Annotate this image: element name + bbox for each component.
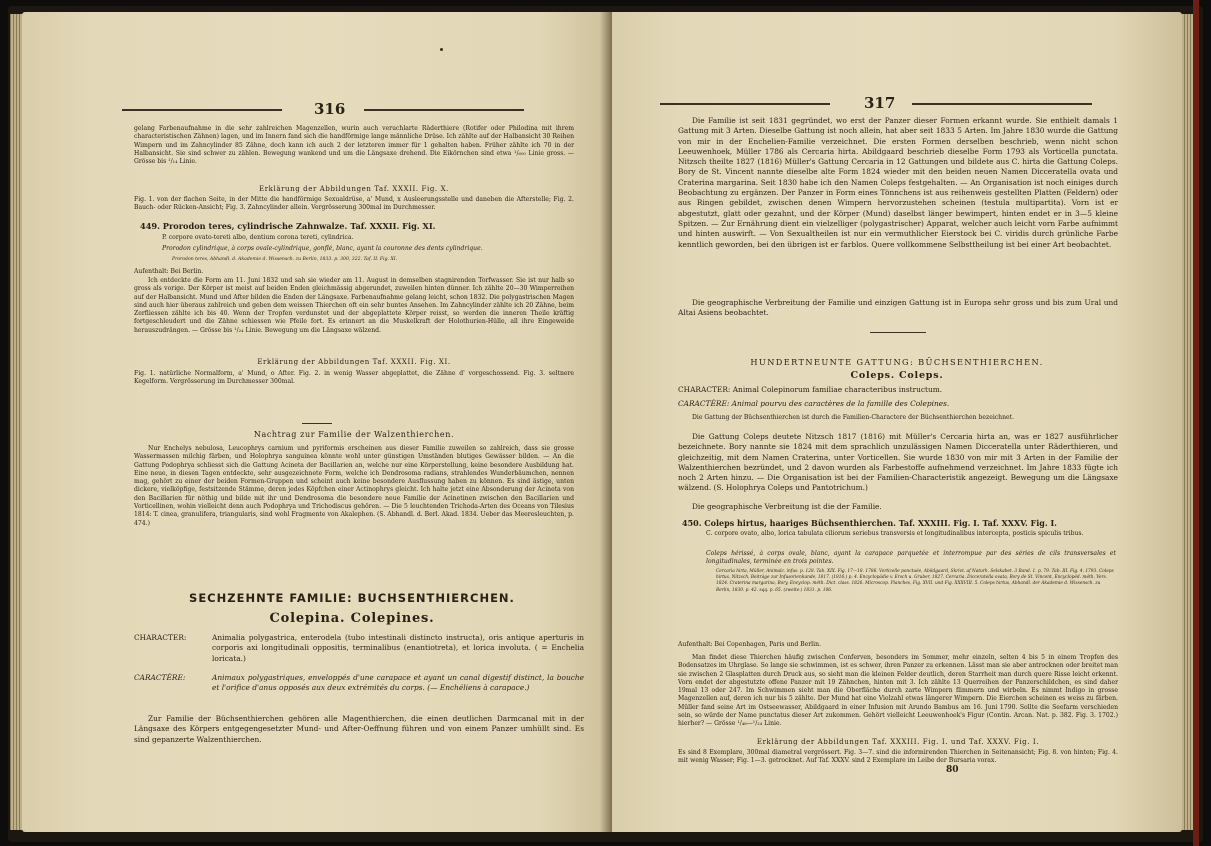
header-rule-right [912,103,1092,105]
supplement-heading: Nachtrag zur Familie der Walzenthierchen. [253,430,455,439]
caractere-label: CARACTÈRE: [134,673,186,682]
right-page [612,12,1182,832]
genus-history: Die Gattung Coleps deutete Nitzsch 1817 (1816) mit Müller's Cercaria hirta an, was er 1827 ausführlicher bezeichnete. Bory nannte sie 1824 mit dem sprachlich unzulässigen Namen Dicceratella unter Räderthieren, und gleichzeitig, mit dem Namen Craterina, unter Vorticellen. Sie wurde 1830 von mir mit 3 Arten in der Familie der Walzenthierchen bezründet, und 2 davon wurden als Farbestoffe aufnehmend verzeichnet. Im Jahre 1833 fügte ich noch 2 Arten hinzu. — Die Organisation ist bei der Familien-Characteristik angezeigt. Bewegung um die Längsaxe wälzend. (S. Holophrya Coleps und Pantotrichum.) [678,432,1118,493]
printer-mark [440,48,443,51]
header-rule-left [122,109,282,111]
species-450-heading: 450. Coleps hirtus, haariges Büchsenthierchen. Taf. XXXIII. Fig. I. Taf. XXXV. Fig. I. [682,518,1057,528]
species-450-habitat: Aufenthalt: Bei Copenhagen, Paris und Berlin. [678,641,821,648]
page-number: 316 [314,100,346,118]
species-449-latin-diagnosis: P. corpore ovato-tereti albo, dentium corona tereti, cylindrica. [162,234,354,241]
figure-explanation-2-text: Fig. 1. natürliche Normalform, a' Mund, o After. Fig. 2. in wenig Wasser abgeplattet, die Zähne d' vorgeschossend. Fig. 3. seltnere Kegelform. Vergrösserung im Durchmesser 300mal. [134,370,574,386]
genus-definition: Die Gattung der Büchsenthierchen ist durch die Familien-Charactere der Büchsenthierchen bezeichnet. [692,414,1015,421]
page-number: 317 [864,94,896,112]
species-450-description: Man findet diese Thierchen häufig zwischen Conferven, besonders im Sommer, mehr einzeln, selten 4 bis 5 in einem Tropfen des Bodensatzes im Uhrglase. So lange sie schwimmen, ist es schwer, ihren Panzer zu erkennen. Lässt man sie aber antrocknen oder breitet man sie zwischen 2 Glasplatten durch Druck aus, so sieht man die kleinen Felder deutlich, deren Starrheit man durch quere Risse leicht erkennt. Vorn endet der abgestutzte offene Panzer mit 19 Zähnchen, hinten mit 3. Ich zählte 13 Querreihen der Panzerschildchen, es sind daher 19mal 13 oder 247. Im Schwimmen sieht man die Oberfläche durch zarte Wimpern flimmern und wirbeln. Es nimmt Indigo in grosse Magenzellen auf, deren ich nur bis 5 zählte. Der Mund hat eine Vielzahl etwas längerer Wimpern. Die Eierchen scheinen es weiss zu färben. Müller fand seine Art im Ostseewasser, Abildgaard in einer Infusion mit Arundo Bambus am 16. Juni 1790. Sollte die Seefarm verschieden sein, so würde der Name punctatus dieser Art zukommen. Gehört vielleicht Leeuwenhoek's Figur (Contin. Arcan. Nat. p. 382. Fig. 3. 1702.) hierher? — Grösse ¹/₄₈—¹/₂₄ Linie. [678,654,1118,728]
character-text: Animalia polygastrica, enterodela (tubo intestinali distincto instructa), oris antique aperturis in corporis axi longitudinali oppositis, terminalibus (enantiotreta), et lorica involuta. ( = Enchelia loricata.) [212,633,584,663]
top-paragraph: gelang Farbenaufnahme in die sehr zahlreichen Magenzellen, wurin auch veruchlarte Räderthiere (Rotifer oder Philodina mit ihrem characteristischen Zähnen) lagen, und im Innern fand sich die handförmige lange männliche Drüse. Ich zählte auf der Halbansicht 30 Reihen Wimpern und im Zahncylinder 85 Zähne, doch kann ich auch 2 der letzteren immer für 1 gehalten haben. Früher zählte ich 70 in der Halbansicht. Sie sind schwer zu zählen. Bewegung wankend und um die Längsaxe drehend. Die Eikörnchen sind etwa ¹/₆₀₀ Linie gross. — Grösse bis ¹/₁₄ Linie. [134,125,574,166]
genus-geography: Die geographische Verbreitung ist die der Familie. [692,502,882,511]
geography-paragraph: Die geographische Verbreitung der Familie und einzigen Gattung ist in Europa sehr gross und bis zum Ural und Altai Asiens beobachtet. [678,298,1118,318]
family-caractere-block [134,673,584,694]
genus-title: HUNDERTNEUNTE GATTUNG: BÜCHSENTHIERCHEN. [750,357,1044,367]
left-page [22,12,612,832]
signature-mark: 80 [946,765,959,775]
species-450-references: Cercaria hirta, Müller, Animalc. infus. p. 128. Tab. XIX. Fig. 17—18. 1786. Vorticelle ponctuée, Abildgaard, Skrivt. af Naturh. Selskabet. 3 Band. 1. p. 79. Tab. III. Fig. 4. 1793. Coleps hirtus, Nitzsch, Beiträge zur Infusorienkunde, 1817. (1816.) p. 4. Encyclopädie v. Ersch u. Gruber, 1827. Cercaria. Dicceratella ovata, Bory de St. Vincent, Encyclopéd. méth. Vers. 1824. Craterina margarina, Bory, Encyclop. méth. Dict. class. 1826. Microscop. Planches, Fig. XVII. und Fig. XXXVIII. 5. Coleps hirtus, Abhandl. der Akademie d. Wissensch. zu Berlin, 1830. p. 42. sqq. p. 65. (zweite.) 1831. p. 106. [716,569,1114,593]
figure-explanation-text: Es sind 8 Exemplare, 300mal diametral vergrössert. Fig. 3—7. sind die informirenden Thierchen in Seitenansicht; Fig. 8. von hinten; Fig. 4. mit wenig Wasser; Fig. 1—3. getrocknet. Auf Taf. XXXV. sind 2 Exemplare im Leibe der Bursaria vorax. [678,749,1118,765]
figure-explanation-2-heading: Erklärung der Abbildungen Taf. XXXII. Fig. XI. [257,358,451,366]
figure-explanation-text: Fig. 1. von der flachen Seite, in der Mitte die handförmige Sexualdrüse, a' Mund, x Ausleerungsstelle und daneben die Afterstelle; Fig. 2. Bauch- oder Rücken-Ansicht; Fig. 3. Zahncylinder allein. Vergrösserung 300mal im Durchmesser. [134,196,574,212]
family-description: Zur Familie der Büchsenthierchen gehören alle Magenthierchen, die einen deutlichen Darmcanal mit in der Längsaxe des Körpers entgegengesetzter Mund- und After-Oeffnung führen und von einem Panzer umhüllt sind. Es sind gepanzerte Walzenthierchen. [134,714,584,744]
supplement-text: Nur Enchelys nebulosa, Leucophrys carnium und pyriformis erscheinen aus dieser Familie zuweilen so zahlreich, dass sie grosse Wassermassen milchig färben, und Holophrya sanguinea könnte wohl unter günstigen Umständen blutiges Gewässer bilden. — An die Gattung Podophrya schliesst sich die Gattung Acineta der Bacillarien an, welche nur eine Körperstellung, keine besondere Ausbildung hat. Eine neue, in diesen Tagen entdeckte, sehr ausgezeichnete Form, welche ich Dendrosoma radians, strahlendes Wunderbäumchen, nennen mag, gehört zu einer der beiden Formen-Gruppen und scheint auch keine besondere Ausflussung haben zu können. Es sind ästige, unten dickere, vielköpfige, festsitzende Stämme, deren jedes Köpfchen einer Actinophrys gleicht. Ich halte jetzt eine Absonderung der Acineta von den Bacillarien für nöthig und bilde mit ihr und Dendrosoma die besondere neue Familie der Acinetinen zwischen den Bacillarien und Vorticellinen, wohin vielleicht denn auch Podophrya und Trichodiscus gehören. — Die 5 leuchtenden Trichoda-Arten des Oceans von Tilesius 1814: T. cinea, granulifera, triangularis, sind wohl Fragmente von Akalephen. (S. Abhandl. d. Berl. Akad. 1834. Ueber das Meeresleuchten, p. 474.) [134,445,574,527]
section-separator [870,332,926,333]
family-subtitle: Colepina. Colepines. [269,611,435,626]
family-character-block [134,633,584,664]
page-edges-left [10,14,22,830]
figure-explanation-heading: Erklärung der Abbildungen Taf. XXXIII. Fig. I. und Taf. XXXV. Fig. I. [756,738,1040,746]
species-450-latin-diagnosis: C. corpore ovato, albo, lorica tabulata ciliorum seriebus transversis et longitudinalibus intercepta, posticis spiculis tribus. [706,530,1084,537]
character-label: CHARACTER: [134,633,187,642]
family-title: SECHZEHNTE FAMILIE: BUCHSENTHIERCHEN. [189,591,515,605]
species-449-heading: 449. Prorodon teres, cylindrische Zahnwalze. Taf. XXXII. Fig. XI. [140,221,436,231]
species-449-description: Ich entdeckte die Form am 11. Juni 1832 und sah sie wieder am 11. August in demselben stagnirenden Torfwasser. Sie ist nur halb so gross als vorige. Der Körper ist meist auf beiden Enden gleichmässig abgerundet, zuweilen hinten dünner. Ich zählte 20—30 Wimperreihen auf der Halbansicht. Mund und After bilden die Enden der Längsaxe. Farbenaufnahme gelang leicht, schon 1832. Die polygastrischen Magen sind auch hier überaus zahlreich und geben dem weissen Thierchen oft ein sehr buntes Ansehen. Im Zahncylinder zählte ich 20 Zähne, beim Zerfliessen zählte ich bis 40. Wenn der Tropfen verdunstet und der abgeplattete Körper reisst, so werden die inneren Theile kräftig fortgeschleudert und die Zähne schiessen wie Pfeile fort. Es erinnert an die Muskelkraft der Holothurien-Hülle, all ihre Eingeweide herauszudrängen. — Grösse bis ¹/₂₄ Linie. Bewegung um die Längsaxe wälzend. [134,277,574,334]
bookmark-ribbon [1193,0,1199,846]
genus-subtitle: Coleps. Coleps. [850,370,944,381]
figure-explanation-heading: Erklärung der Abbildungen Taf. XXXII. Fig. X. [259,185,449,193]
species-450-french-diagnosis: Coleps hérissé, à corps ovale, blanc, ayant la carapace parquetée et interrompue par des séries de cils transversales et longitudinales, terminée en trois pointes. [706,550,1116,566]
header-rule-left [660,103,830,105]
species-449-reference: Prorodon teres, Abhandl. d. Akademie d. Wissensch. zu Berlin, 1833. p. 300, 322. Taf. II. Fig. XI. [172,257,397,262]
caractere-text: Animaux polygastriques, enveloppés d'une carapace et ayant un canal digestif distinct, la bouche et l'orifice d'anus opposés aux deux extrémités du corps. (— Enchéliens à carapace.) [212,673,584,693]
genus-caractere: CARACTÈRE: Animal pourvu des caractères de la famille des Colepines. [678,399,950,408]
section-separator [302,423,332,424]
species-449-french-diagnosis: Prorodon cylindrique, à corps ovale-cylindrique, gonflé, blanc, ayant la couronne des dents cylindrique. [162,245,483,252]
genus-character: CHARACTER: Animal Colepinorum familiae characteribus instructum. [678,385,943,394]
family-history-paragraph: Die Familie ist seit 1831 gegründet, wo erst der Panzer dieser Formen erkannt wurde. Sie enthielt damals 1 Gattung mit 3 Arten. Dieselbe Gattung ist noch allein, hat aber seit 1833 5 Arten. Im Jahre 1830 wurde die Gattung von mir in der Enchelien-Familie verzeichnet. Die ersten Formen derselben beschrieb, wenn nicht schon Leeuwenhoek, Müller 1786 als Cercaria hirta. Abildgaard beschrieb dieselbe Form 1793 als Vorticella punctata. Nitzsch theilte 1827 (1816) Müller's Gattung Cercaria in 12 Gattungen und bildete aus C. hirta die Gattung Coleps. Bory de St. Vincent nannte dieselbe alte Form 1824 wieder mit den beiden neuen Namen Dicceratella ovata und Craterina margarina. Seit 1830 habe ich den Namen Coleps festgehalten. — An Organisation ist noch einiges durch Beobachtung zu ergänzen. Der Panzer in Form eines Tönnchens ist aus reihenweis gestellten Platten (Feldern) oder aus Ringen gebildet, zwischen denen Wimpern hervorzustehen scheinen (testula multipartita). Vorn ist er abgestutzt, glatt oder gezahnt, und der Körper (Mund) daselbst länger bewimpert, hinten endet er in 3—5 kleine Spitzen. — Zur Ernährung dient ein vielzelliger (polygastrischer) Apparat, welcher auch leicht vorn Farbe aufnimmt und hinten auswirft. — Von Sexualtheilen ist nur ein vermuthlicher Eierstock bei C. viridis durch grünliche Farbe kenntlich geworden, bei den übrigen ist er farblos. Quere vollkommene Selbsttheilung ist bei einer Art beobachtet. [678,116,1118,249]
species-449-habitat: Aufenthalt: Bei Berlin. [134,268,204,275]
header-rule-right [364,109,524,111]
